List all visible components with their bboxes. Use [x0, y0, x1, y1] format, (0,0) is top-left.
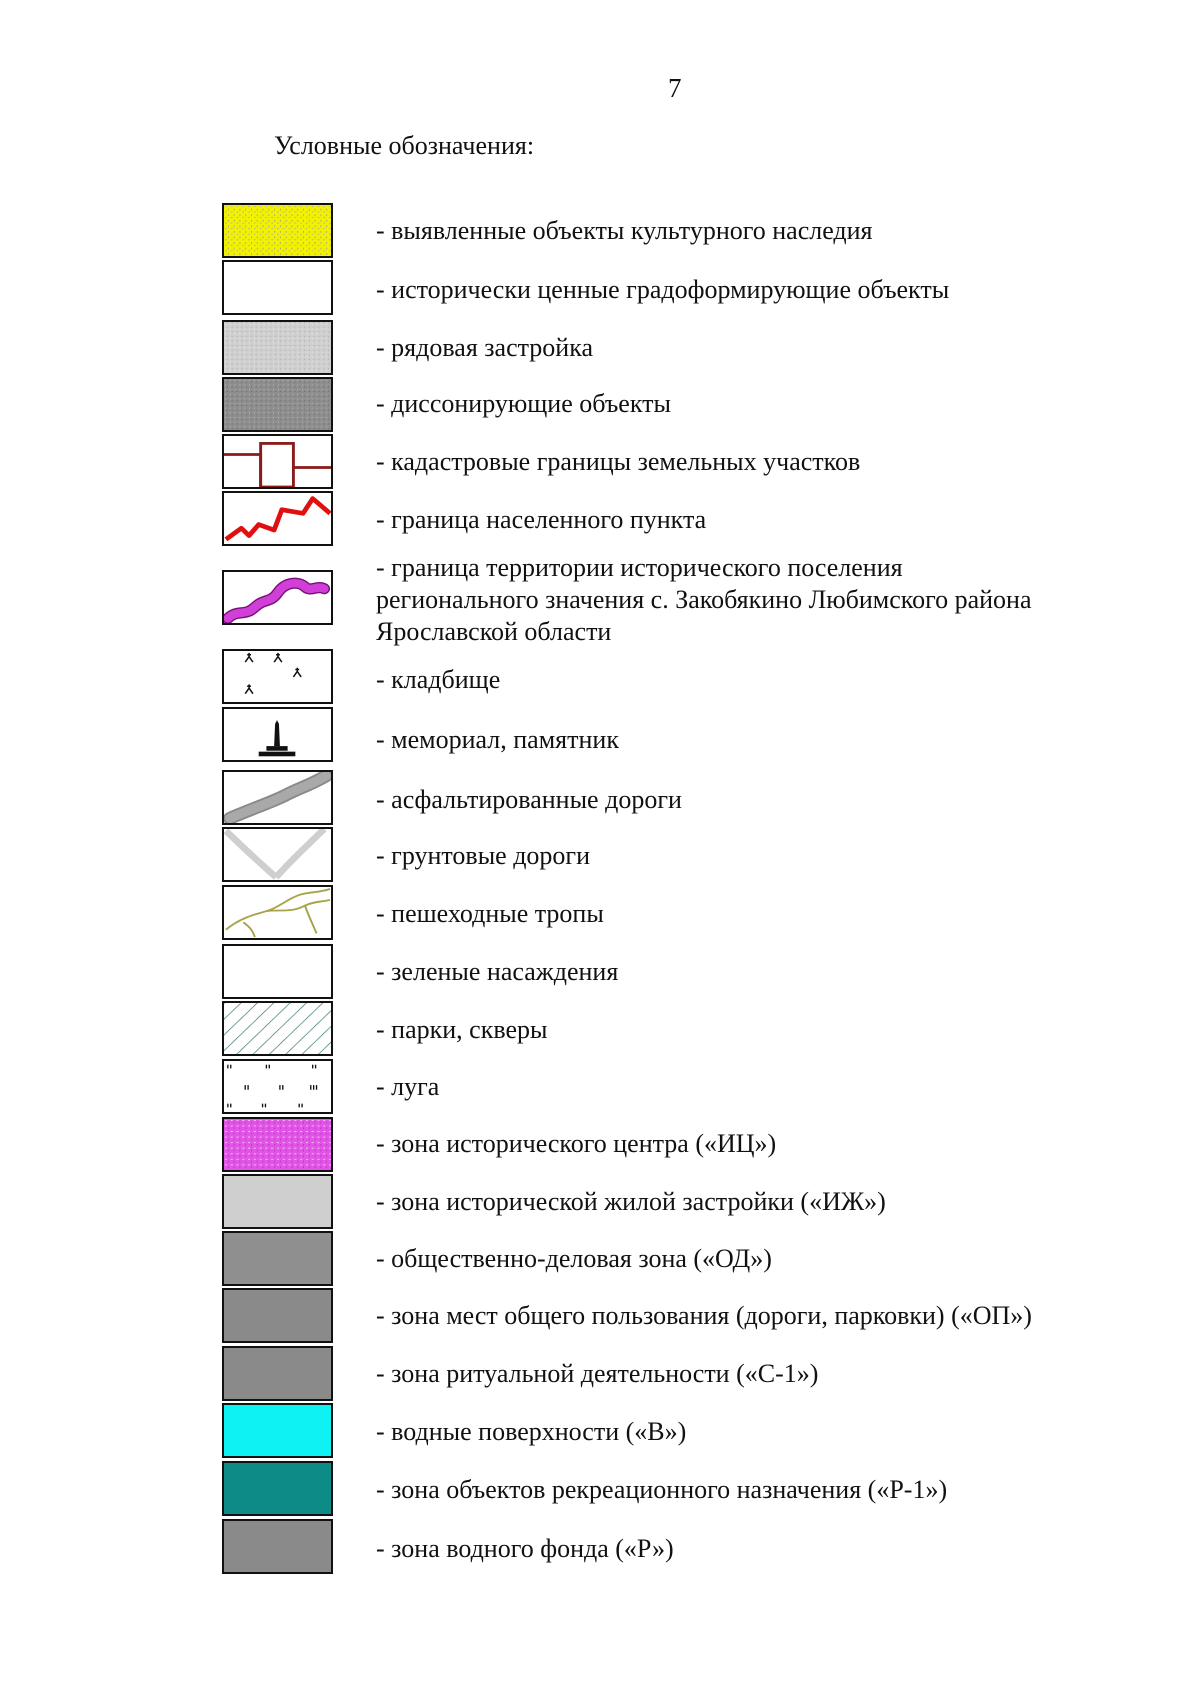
swatch-memorial [222, 707, 333, 762]
legend-label-green-areas: - зеленые насаждения [376, 957, 619, 986]
legend-label-historic-settlement-border-1: - граница территории исторического поселения [376, 553, 903, 582]
legend-label-asphalt-roads: - асфальтированные дороги [376, 785, 682, 814]
legend-label-cadastral-boundaries: - кадастровые границы земельных участков [376, 447, 861, 476]
swatch-ordinary-buildings [222, 320, 333, 375]
legend-label-historic-center-zone: - зона исторического центра («ИЦ») [376, 1129, 777, 1158]
legend-label-cultural-heritage: - выявленные объекты культурного наследия [376, 216, 873, 245]
legend-label-historic-settlement-border-3: Ярославской области [376, 617, 612, 646]
swatch-parks [222, 1001, 333, 1056]
swatch-business-zone [222, 1231, 333, 1286]
swatch-settlement-border [222, 491, 333, 546]
swatch-dirt-roads [222, 827, 333, 882]
swatch-cadastral-boundaries [222, 434, 333, 489]
legend-label-memorial: - мемориал, памятник [376, 725, 619, 754]
swatch-meadows [222, 1059, 333, 1114]
legend-label-historic-settlement-border-2: регионального значения с. Закобякино Любимского района [376, 585, 1032, 614]
legend-label-parks: - парки, скверы [376, 1015, 548, 1044]
legend-label-public-use-zone: - зона мест общего пользования (дороги, парковки) («ОП») [376, 1301, 1032, 1330]
swatch-recreation-zone [222, 1461, 333, 1516]
legend-label-business-zone: - общественно-деловая зона («ОД») [376, 1244, 772, 1273]
legend-label-ordinary-buildings: - рядовая застройка [376, 333, 594, 362]
legend-label-meadows: - луга [376, 1072, 440, 1101]
legend-title: Условные обозначения: [274, 131, 535, 160]
page-number: 7 [668, 73, 682, 103]
swatch-dissonant-objects [222, 377, 333, 432]
swatch-historic-settlement-border [222, 570, 333, 625]
cemetery-icon [224, 651, 331, 702]
swatch-cultural-heritage [222, 203, 333, 258]
meadow-icon [224, 1061, 331, 1112]
legend-label-water-fund-zone: - зона водного фонда («Р») [376, 1534, 674, 1563]
legend-label-dissonant-objects: - диссонирующие объекты [376, 389, 671, 418]
legend-label-water-surfaces: - водные поверхности («В») [376, 1417, 687, 1446]
legend-label-ritual-zone: - зона ритуальной деятельности («С-1») [376, 1359, 819, 1388]
swatch-historic-residential-zone [222, 1174, 333, 1229]
swatch-historic-objects [222, 260, 333, 315]
legend-label-footpaths: - пешеходные тропы [376, 899, 604, 928]
swatch-water-surfaces [222, 1403, 333, 1458]
legend-label-historic-objects: - исторически ценные градоформирующие объекты [376, 275, 950, 304]
swatch-water-fund-zone [222, 1519, 333, 1574]
monument-icon [224, 709, 331, 760]
legend-label-historic-residential-zone: - зона исторической жилой застройки («ИЖ») [376, 1187, 886, 1216]
legend-label-dirt-roads: - грунтовые дороги [376, 841, 591, 870]
swatch-footpaths [222, 885, 333, 940]
swatch-historic-center-zone [222, 1117, 333, 1172]
legend-label-recreation-zone: - зона объектов рекреационного назначения («Р-1») [376, 1475, 948, 1504]
swatch-ritual-zone [222, 1346, 333, 1401]
swatch-cemetery [222, 649, 333, 704]
swatch-public-use-zone [222, 1288, 333, 1343]
swatch-asphalt-roads [222, 770, 333, 825]
legend-label-settlement-border: - граница населенного пункта [376, 505, 707, 534]
legend-label-cemetery: - кладбище [376, 665, 501, 694]
swatch-green-areas [222, 944, 333, 999]
